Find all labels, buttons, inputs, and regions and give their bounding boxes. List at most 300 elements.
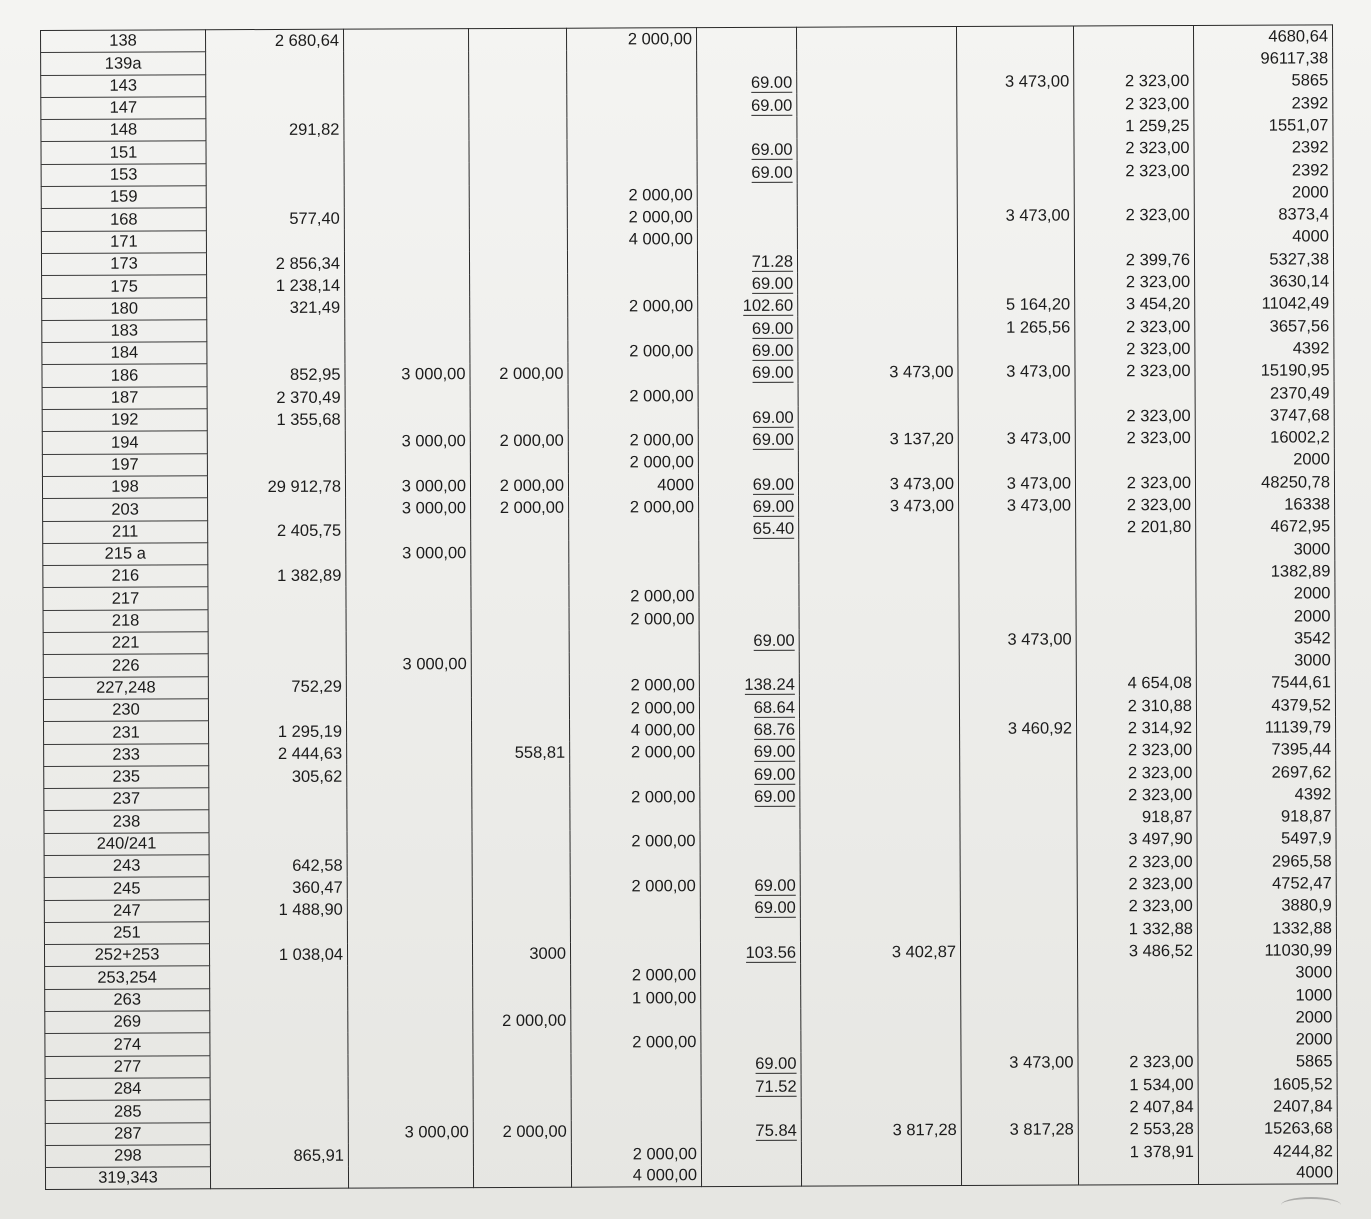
amount-col-5-cell [698, 362, 798, 385]
row-total-value: 2965,58 [1271, 852, 1332, 871]
amount-col-7-value: 3 473,00 [1009, 1053, 1074, 1073]
apartment-number-cell [44, 877, 209, 900]
amount-col-8-cell [1076, 694, 1196, 717]
amount-col-8-cell [1074, 182, 1194, 205]
amount-col-4-cell [571, 1009, 701, 1032]
amount-col-2-value: 3 000,00 [401, 499, 467, 518]
row-total-cell [1196, 649, 1335, 672]
apartment-number-value: 148 [109, 121, 138, 140]
amount-col-8-cell [1076, 605, 1196, 628]
row-total-value: 1332,88 [1272, 919, 1332, 938]
amount-col-5-cell [699, 696, 799, 719]
amount-col-8-value: 2 323,00 [1126, 496, 1192, 515]
amount-col-8-cell [1078, 1163, 1198, 1186]
amount-col-4-value: 2 000,00 [630, 676, 695, 695]
row-total-value: 5865 [1295, 1052, 1333, 1071]
apartment-number-cell [45, 966, 210, 989]
amount-col-4-value: 2 000,00 [628, 186, 693, 205]
amount-col-4-value: 2 000,00 [629, 342, 694, 361]
apartment-number-value: 233 [112, 745, 140, 764]
apartment-number-cell [44, 766, 209, 789]
apartment-number-value: 287 [114, 1124, 142, 1143]
amount-col-5-cell [700, 852, 800, 875]
row-total-cell [1194, 69, 1333, 92]
apartment-number-cell [42, 431, 207, 454]
amount-col-5-cell [700, 763, 800, 786]
row-total-cell [1194, 47, 1333, 70]
amount-col-4-cell [569, 540, 699, 563]
amount-col-1-cell [210, 1055, 348, 1078]
amount-col-4-value: 2 000,00 [631, 788, 696, 807]
amount-col-5-value: 69.00 [754, 787, 796, 806]
row-total-value: 16338 [1284, 495, 1331, 514]
amount-col-5-value: 69.00 [751, 163, 793, 182]
amount-col-4-cell [568, 474, 698, 497]
amount-col-4-cell [569, 518, 699, 541]
amount-col-2-cell [345, 274, 470, 297]
row-total-value: 4379,52 [1271, 696, 1331, 715]
row-total-cell [1198, 961, 1337, 984]
amount-col-7-cell [957, 160, 1074, 183]
amount-col-5-value: 102.60 [742, 297, 794, 316]
row-total-value: 2370,49 [1269, 383, 1330, 403]
amount-col-8-cell [1076, 561, 1196, 584]
amount-col-1-cell [210, 988, 348, 1011]
amount-col-8-value: 1 534,00 [1129, 1075, 1194, 1095]
row-total-value: 1000 [1295, 985, 1333, 1005]
amount-col-7-cell [961, 985, 1078, 1008]
amount-col-3-cell [470, 385, 568, 408]
amount-col-8-cell [1078, 1118, 1198, 1141]
amount-col-4-cell [571, 1053, 701, 1076]
row-total-value: 4680,64 [1268, 27, 1329, 46]
amount-col-4-cell [567, 72, 697, 95]
amount-col-8-value: 2 323,00 [1126, 429, 1191, 448]
amount-col-1-cell [209, 943, 347, 966]
amount-col-1-value: 577,40 [289, 209, 340, 229]
amount-col-1-value: 291,82 [288, 120, 340, 139]
amount-col-4-cell [569, 697, 699, 720]
amount-col-1-cell [206, 29, 344, 52]
amount-col-8-cell [1077, 761, 1197, 784]
amount-col-6-cell [799, 606, 959, 629]
row-total-cell [1197, 917, 1336, 940]
row-total-cell [1196, 538, 1335, 561]
amount-col-1-cell [206, 118, 344, 141]
apartment-number-cell [41, 30, 206, 53]
amount-col-5-cell [700, 808, 800, 831]
amount-col-5-value: 71.52 [755, 1077, 797, 1096]
amount-col-3-cell [471, 653, 569, 676]
amount-col-4-value: 2 000,00 [629, 453, 694, 472]
row-total-cell [1198, 1073, 1337, 1096]
row-total-cell [1194, 114, 1333, 137]
apartment-number-cell [44, 832, 209, 855]
row-total-cell [1195, 337, 1334, 360]
row-total-cell [1196, 627, 1335, 650]
amount-col-8-value: 2 314,92 [1127, 718, 1193, 738]
apartment-number-cell [45, 1011, 210, 1034]
amount-col-5-value: 69.00 [751, 274, 794, 293]
amount-col-8-value: 2 323,00 [1126, 317, 1191, 336]
amount-col-2-cell [345, 408, 470, 431]
row-total-cell [1194, 203, 1333, 226]
amount-col-3-cell [472, 719, 570, 742]
amount-col-6-cell [797, 49, 957, 72]
amount-col-2-cell [347, 876, 472, 899]
row-total-value: 3000 [1293, 540, 1331, 559]
row-total-value: 3747,68 [1269, 406, 1330, 425]
amount-col-7-cell [961, 1141, 1078, 1164]
amount-col-8-cell [1075, 271, 1195, 294]
amount-col-7-cell [959, 517, 1076, 540]
apartment-number-value: 245 [112, 879, 141, 898]
amount-col-4-cell [570, 853, 700, 876]
amount-col-4-value: 2 000,00 [628, 297, 694, 316]
apartment-number-cell [43, 632, 208, 655]
amount-col-2-cell [344, 118, 469, 141]
amount-col-5-cell [698, 429, 798, 452]
row-total-cell [1198, 1028, 1337, 1051]
amount-col-7-cell [958, 338, 1075, 361]
amount-col-1-value: 1 382,89 [277, 566, 342, 585]
amount-col-2-cell [343, 29, 468, 52]
amount-col-6-cell [798, 361, 958, 384]
apartment-number-value: 221 [111, 633, 140, 653]
amount-col-7-cell [960, 918, 1077, 941]
amount-col-5-cell [699, 607, 799, 630]
amount-col-2-cell [345, 318, 470, 341]
apartment-number-value: 240/241 [96, 834, 157, 853]
apartment-number-value: 252+253 [94, 945, 160, 965]
amount-col-8-cell [1074, 70, 1194, 93]
row-total-value: 7395,44 [1271, 740, 1332, 759]
amount-col-2-cell [346, 497, 471, 520]
amount-col-6-cell [801, 1030, 961, 1053]
amount-col-3-cell [469, 162, 567, 185]
amount-col-6-cell [798, 316, 958, 339]
row-total-value: 3657,56 [1269, 317, 1330, 336]
apartment-number-value: 153 [109, 165, 138, 184]
amount-col-1-value: 1 238,14 [275, 276, 341, 296]
row-total-value: 11139,79 [1264, 718, 1332, 737]
amount-col-7-value: 3 473,00 [1005, 206, 1070, 225]
amount-col-4-cell [571, 1142, 701, 1165]
amount-col-6-cell [798, 472, 958, 495]
amount-col-1-value: 642,58 [292, 856, 343, 875]
row-total-cell [1197, 850, 1336, 873]
apartment-number-value: 263 [113, 990, 142, 1009]
amount-col-8-cell [1075, 405, 1195, 428]
amount-col-2-cell [348, 987, 473, 1010]
amount-col-4-cell [571, 986, 701, 1009]
amount-col-6-cell [797, 227, 957, 250]
amount-col-7-cell [961, 1163, 1078, 1186]
amount-col-8-value: 2 323,00 [1125, 94, 1190, 113]
amount-col-7-cell [957, 182, 1074, 205]
amount-col-8-value: 2 323,00 [1128, 875, 1193, 894]
amount-col-3-cell [472, 920, 570, 943]
amount-col-8-cell [1076, 494, 1196, 517]
row-total-value: 4244,82 [1273, 1142, 1333, 1161]
amount-col-4-value: 2 000,00 [632, 1144, 697, 1164]
amount-col-3-cell [471, 563, 569, 586]
row-total-cell [1197, 939, 1336, 962]
amount-col-1-value: 2 370,49 [276, 388, 341, 407]
amount-col-7-cell [957, 71, 1074, 94]
amount-col-1-cell [209, 854, 347, 877]
amount-col-5-cell [698, 339, 798, 362]
amount-col-6-cell [796, 27, 956, 50]
amount-col-3-cell [469, 184, 567, 207]
amount-col-1-value: 29 912,78 [267, 477, 342, 496]
apartment-number-value: 203 [111, 500, 139, 519]
amount-col-8-value: 2 323,00 [1124, 72, 1190, 91]
row-total-cell [1197, 716, 1336, 739]
amount-col-1-cell [208, 520, 346, 543]
apartment-number-value: 251 [113, 923, 141, 942]
apartment-number-value: 226 [111, 656, 140, 675]
amount-col-7-cell [959, 695, 1076, 718]
amount-col-1-cell [206, 185, 344, 208]
amount-col-5-cell [698, 451, 798, 474]
amount-col-8-cell [1074, 159, 1194, 182]
amount-col-2-cell [347, 720, 472, 743]
row-total-cell [1193, 25, 1332, 48]
apartment-number-value: 285 [113, 1102, 142, 1121]
amount-col-2-cell [347, 831, 472, 854]
amount-col-6-cell [801, 1052, 961, 1075]
amount-col-8-cell [1078, 962, 1198, 985]
amount-col-5-value: 69.00 [752, 430, 794, 450]
amount-col-5-cell [700, 785, 800, 808]
amount-col-3-value: 2 000,00 [499, 498, 565, 518]
row-total-value: 2392 [1291, 138, 1329, 157]
apartment-number-cell [44, 944, 209, 967]
amount-col-6-cell [798, 339, 958, 362]
amount-col-1-cell [210, 1144, 348, 1167]
amount-col-1-cell [206, 208, 344, 231]
apartment-number-cell [41, 119, 206, 142]
row-total-value: 2407,84 [1273, 1097, 1333, 1116]
amount-col-8-value: 4 654,08 [1127, 674, 1192, 693]
apartment-number-value: 247 [113, 901, 141, 920]
amount-col-7-cell [960, 762, 1077, 785]
row-total-value: 15263,68 [1263, 1119, 1333, 1139]
amount-col-3-cell [473, 1032, 571, 1055]
amount-col-7-cell [959, 561, 1076, 584]
amount-col-5-value: 69.00 [752, 341, 794, 360]
amount-col-6-cell [798, 406, 958, 429]
row-total-cell [1196, 671, 1335, 694]
apartment-number-value: 215 a [104, 544, 146, 563]
amount-col-8-cell [1074, 248, 1194, 271]
amount-col-4-value: 2 000,00 [630, 609, 695, 628]
apartment-number-cell [43, 587, 208, 610]
amount-col-2-cell [348, 1054, 473, 1077]
row-total-cell [1195, 426, 1334, 449]
apartment-number-value: 171 [110, 232, 138, 251]
amount-col-2-cell [347, 787, 472, 810]
amount-col-4-cell [567, 161, 697, 184]
amount-col-4-cell [568, 340, 698, 363]
row-total-cell [1194, 226, 1333, 249]
amount-col-6-cell [799, 517, 959, 540]
amount-col-1-cell [208, 653, 346, 676]
amount-col-3-cell [473, 1098, 571, 1121]
apartment-number-value: 253,254 [97, 968, 158, 987]
amount-col-4-value: 4 000,00 [628, 230, 693, 249]
amount-col-3-cell [472, 764, 570, 787]
row-total-cell [1198, 1162, 1337, 1185]
apartment-number-value: 138 [109, 31, 137, 50]
amount-col-5-cell [697, 161, 797, 184]
row-total-value: 2000 [1295, 1008, 1333, 1027]
amount-col-7-cell [960, 784, 1077, 807]
apartment-number-cell [45, 1167, 210, 1190]
amount-col-2-cell [344, 73, 469, 96]
amount-col-8-cell [1076, 538, 1196, 561]
amount-col-6-cell [801, 1008, 961, 1031]
amount-col-7-cell [960, 717, 1077, 740]
apartment-number-cell [44, 922, 209, 945]
amount-col-2-cell [348, 1166, 473, 1189]
apartment-number-cell [44, 721, 209, 744]
ledger-table [40, 24, 1338, 1190]
amount-col-8-value: 2 323,00 [1126, 473, 1192, 492]
amount-col-1-cell [206, 230, 344, 253]
amount-col-3-cell [470, 363, 568, 386]
amount-col-3-cell [472, 742, 570, 765]
amount-col-2-cell [345, 341, 470, 364]
amount-col-8-value: 2 323,00 [1128, 785, 1193, 805]
amount-col-2-value: 3 000,00 [401, 365, 466, 384]
amount-col-1-cell [207, 386, 345, 409]
apartment-number-value: 168 [110, 210, 138, 229]
ledger-sheet [40, 24, 1337, 1190]
amount-col-8-cell [1077, 895, 1197, 918]
apartment-number-cell [43, 676, 208, 699]
apartment-number-cell [45, 1145, 210, 1168]
amount-col-4-cell [568, 407, 698, 430]
amount-col-4-cell [568, 295, 698, 318]
amount-col-8-value: 2 323,00 [1126, 339, 1191, 359]
amount-col-3-cell [471, 697, 569, 720]
amount-col-8-cell [1077, 873, 1197, 896]
amount-col-6-cell [798, 450, 958, 473]
amount-col-3-cell [471, 541, 569, 564]
amount-col-4-cell [569, 652, 699, 675]
amount-col-4-cell [570, 897, 700, 920]
amount-col-5-value: 69.00 [751, 140, 793, 160]
row-total-cell [1197, 872, 1336, 895]
amount-col-6-cell [800, 896, 960, 919]
amount-col-5-cell [701, 1008, 801, 1031]
amount-col-5-cell [701, 1053, 801, 1076]
amount-col-7-value: 1 265,56 [1006, 318, 1071, 337]
amount-col-2-value: 3 000,00 [401, 476, 467, 496]
amount-col-2-cell [348, 965, 473, 988]
row-total-value: 5865 [1291, 71, 1329, 90]
amount-col-6-value: 3 473,00 [889, 474, 955, 494]
amount-col-7-cell [961, 1052, 1078, 1075]
amount-col-1-value: 1 355,68 [276, 410, 341, 429]
amount-col-4-cell [568, 362, 698, 385]
apartment-number-value: 277 [113, 1057, 142, 1076]
amount-col-5-value: 69.00 [751, 319, 794, 338]
amount-col-1-cell [206, 74, 344, 97]
amount-col-6-cell [799, 651, 959, 674]
amount-col-6-cell [799, 495, 959, 518]
amount-col-2-cell [347, 764, 472, 787]
amount-col-8-cell [1078, 984, 1198, 1007]
amount-col-1-value: 1 488,90 [278, 901, 343, 920]
amount-col-6-value: 3 473,00 [889, 363, 954, 382]
apartment-number-value: 284 [113, 1079, 142, 1098]
amount-col-5-cell [698, 317, 798, 340]
amount-col-5-value: 75.84 [755, 1122, 797, 1141]
amount-col-3-cell [472, 875, 570, 898]
amount-col-1-cell [207, 431, 345, 454]
row-total-cell [1195, 448, 1334, 471]
amount-col-7-cell [958, 450, 1075, 473]
apartment-number-cell [44, 743, 209, 766]
amount-col-2-value: 3 000,00 [402, 655, 467, 674]
amount-col-1-value: 2 405,75 [276, 522, 342, 541]
amount-col-8-cell [1073, 25, 1193, 48]
amount-col-1-cell [208, 497, 346, 520]
amount-col-5-cell [697, 49, 797, 72]
amount-col-8-cell [1078, 1096, 1198, 1119]
apartment-number-value: 173 [110, 254, 138, 273]
apartment-number-cell [44, 899, 209, 922]
amount-col-6-cell [800, 762, 960, 785]
row-total-cell [1197, 761, 1336, 784]
amount-col-7-cell [958, 271, 1075, 294]
row-total-value: 2392 [1291, 160, 1329, 180]
amount-col-3-cell [473, 987, 571, 1010]
amount-col-1-cell [208, 698, 346, 721]
amount-col-6-cell [797, 249, 957, 272]
amount-col-2-cell [346, 519, 471, 542]
amount-col-8-value: 2 323,00 [1125, 206, 1190, 225]
amount-col-6-cell [800, 829, 960, 852]
amount-col-1-cell [209, 787, 347, 810]
amount-col-6-value: 3 473,00 [889, 497, 955, 516]
amount-col-4-value: 2 000,00 [627, 29, 693, 49]
amount-col-3-cell [473, 1009, 571, 1032]
amount-col-8-value: 3 486,52 [1128, 941, 1194, 961]
amount-col-4-cell [571, 1165, 701, 1188]
row-total-cell [1196, 582, 1335, 605]
amount-col-5-cell [699, 585, 799, 608]
apartment-number-cell [42, 320, 207, 343]
amount-col-4-cell [570, 920, 700, 943]
amount-col-6-cell [798, 272, 958, 295]
amount-col-3-cell [469, 50, 567, 73]
row-total-value: 96117,38 [1260, 49, 1329, 68]
amount-col-4-cell [571, 1120, 701, 1143]
amount-col-6-cell [799, 629, 959, 652]
amount-col-1-cell [207, 274, 345, 297]
amount-col-3-cell [473, 965, 571, 988]
amount-col-1-cell [207, 341, 345, 364]
amount-col-5-value: 138.24 [744, 676, 795, 695]
amount-col-4-value: 2 000,00 [631, 877, 696, 896]
amount-col-5-cell [701, 1164, 801, 1187]
amount-col-8-cell [1078, 1007, 1198, 1030]
amount-col-1-cell [206, 141, 344, 164]
